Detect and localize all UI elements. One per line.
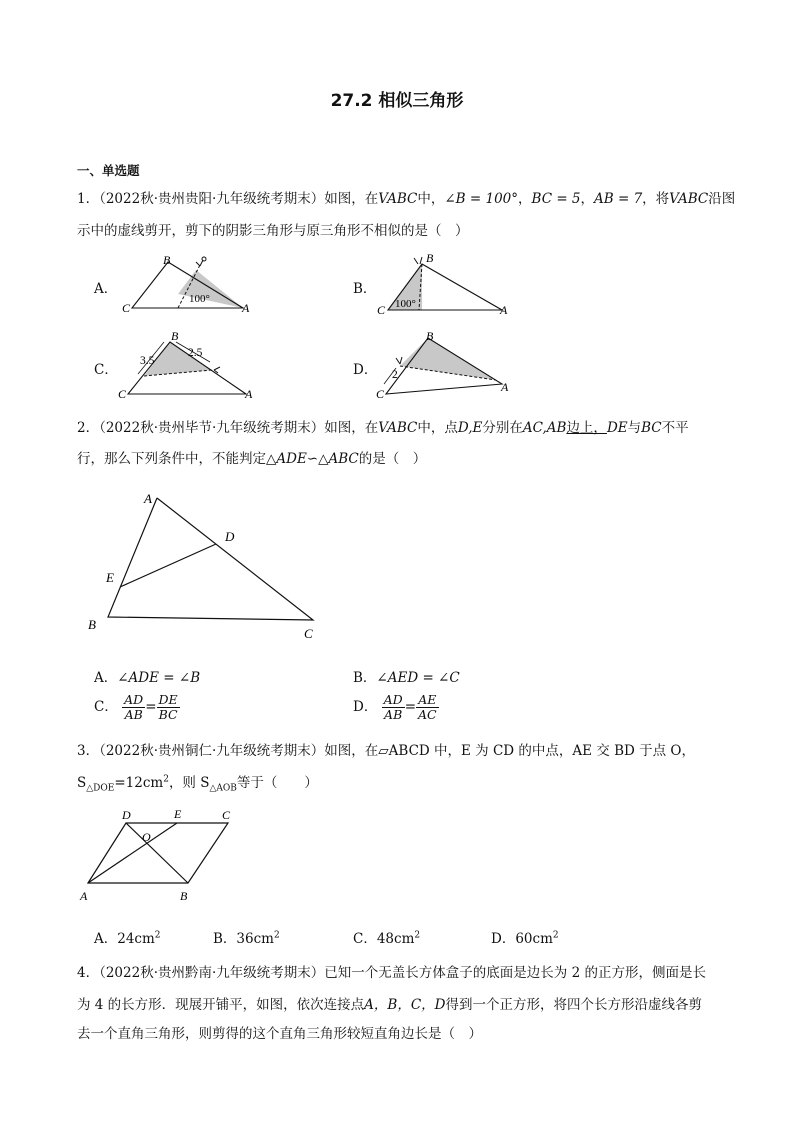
q3-option-b[interactable]: B．$36cm^2$ <box>213 930 280 947</box>
q3-fig-label-d: D <box>122 808 131 822</box>
q1-option-d-label[interactable]: D． <box>353 362 378 378</box>
q3-figure <box>76 805 246 905</box>
q2-option-d[interactable]: D． $\frac{AD}{AB}$ = $\frac{AE}{AC}$ <box>353 692 437 722</box>
q2-fig-label-b: B <box>88 617 96 632</box>
q2-figure <box>80 486 330 646</box>
q3-stem-line1: 3．（2022秋·贵州铜仁·九年级统考期末）如图，在▱ABCD 中，E 为 CD 的中点，AE 交 BD 于点 O， <box>77 743 695 759</box>
q1-option-a-label[interactable]: A． <box>94 281 118 297</box>
q3-fig-label-o: O <box>142 830 151 844</box>
q2-fig-label-d: D <box>225 529 235 544</box>
q3-fig-label-e: E <box>174 807 182 821</box>
q1-stem-line1: 1．（2022秋·贵州贵阳·九年级统考期末）如图，在VABC中，∠B = 100°，BC = 5，AB = 7，将VABC沿图 <box>77 191 736 207</box>
q2-option-b[interactable]: B．∠AED = ∠C <box>353 670 460 686</box>
q1-figure-d <box>374 328 519 402</box>
q1-figure-a <box>118 252 258 318</box>
q2-option-a[interactable]: A．∠ADE = ∠B <box>94 670 201 686</box>
page-title: 27.2 相似三角形 <box>330 91 464 111</box>
fig-b-label-b: B <box>426 251 434 265</box>
q1-option-c-label[interactable]: C． <box>94 362 118 378</box>
q4-stem-line1: 4．（2022秋·贵州黔南·九年级统考期末）已知一个无盖长方体盒子的底面是边长为 2 的正方形，侧面是长 <box>77 965 706 981</box>
fig-a-label-b: B <box>163 253 171 267</box>
fig-d-length-1: 2 <box>392 369 398 381</box>
fig-d-label-b: B <box>426 329 434 343</box>
fig-a-label-a: A <box>242 301 250 315</box>
q3-option-d[interactable]: D．$60cm^2$ <box>491 930 559 947</box>
fig-b-label-c: C <box>377 303 386 317</box>
fig-b-label-a: A <box>500 303 508 317</box>
fig-c-length-1: 3.5 <box>140 355 155 367</box>
section-heading: 一、单选题 <box>77 163 140 178</box>
fig-c-length-2: 2.5 <box>188 347 203 359</box>
q2-stem-line2: 行，那么下列条件中，不能判定△ADE∽△ABC的是（ ） <box>77 451 427 467</box>
fig-c-label-b: B <box>171 330 179 343</box>
q3-option-c[interactable]: C．$48cm^2$ <box>353 930 421 947</box>
q2-fig-label-e: E <box>106 570 114 585</box>
fig-a-label-c: C <box>122 301 131 315</box>
q2-stem-line1: 2．（2022秋·贵州毕节·九年级统考期末）如图，在VABC中，点D,E分别在AC,AB边上，DE与BC不平 <box>77 420 689 436</box>
fig-c-label-c: C <box>118 387 127 401</box>
fig-d-label-a: A <box>501 380 509 394</box>
q1-figure-c <box>116 330 261 402</box>
q1-stem-line2: 示中的虚线剪开，剪下的阴影三角形与原三角形不相似的是（ ） <box>77 223 469 239</box>
q1-figure-b <box>374 250 514 320</box>
q4-stem-line3: 去一个直角三角形，则剪得的这个直角三角形较短直角边长是（ ） <box>77 1026 482 1042</box>
q3-stem-line2: $S_{\triangle DOE}=12cm^2$，则 $S_{\triangle AOB}$等于（ ） <box>77 774 318 794</box>
q3-fig-label-a: A <box>80 889 88 903</box>
q3-option-a[interactable]: A．$24cm^2$ <box>94 930 161 947</box>
fig-b-angle: 100° <box>395 298 416 310</box>
q1-option-b-label[interactable]: B． <box>353 281 377 297</box>
fig-c-label-a: A <box>245 387 253 401</box>
q2-fig-label-c: C <box>304 626 313 641</box>
fig-d-label-c: C <box>376 387 385 401</box>
q4-stem-line2: 为 4 的长方形．现展开铺平，如图，依次连接点A，B，C，D得到一个正方形，将四个长方形沿虚线各剪 <box>77 997 702 1013</box>
fig-a-angle: 100° <box>189 293 210 305</box>
q2-fig-label-a: A <box>144 491 152 506</box>
q3-fig-label-c: C <box>222 808 231 822</box>
q3-fig-label-b: B <box>180 889 188 903</box>
q2-option-c[interactable]: C． $\frac{AD}{AB}$ = $\frac{DE}{BC}$ <box>94 692 178 722</box>
